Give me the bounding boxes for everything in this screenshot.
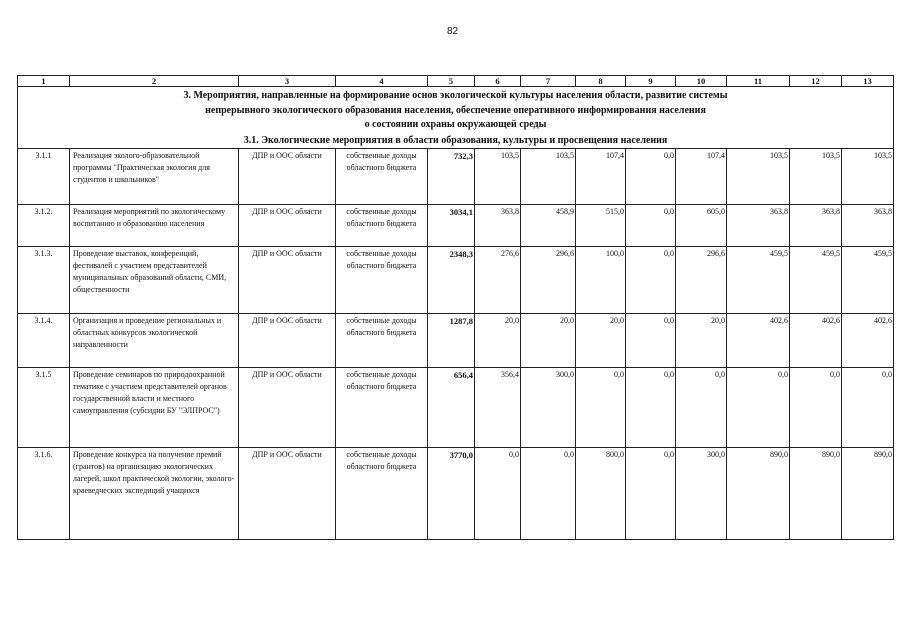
year-amount: 103,5 (842, 148, 894, 204)
column-number: 8 (576, 76, 626, 87)
table-row (18, 367, 894, 447)
column-number: 10 (676, 76, 727, 87)
funding-source: собственные доходы областного бюджета (336, 148, 428, 204)
total-amount: 3034,1 (428, 204, 475, 246)
year-amount: 363,8 (727, 204, 790, 246)
year-amount: 458,9 (521, 204, 576, 246)
year-amount: 890,0 (790, 447, 842, 539)
total-amount: 2348,3 (428, 246, 475, 313)
year-amount: 0,0 (727, 367, 790, 447)
responsible-executor: ДПР и ООС области (239, 148, 336, 204)
total-amount: 732,3 (428, 148, 475, 204)
subsection-title: 3.1. Экологические мероприятия в области образования, культуры и просвещения населения (243, 134, 668, 146)
year-amount: 0,0 (676, 367, 727, 447)
year-amount: 0,0 (521, 447, 576, 539)
year-amount: 800,0 (576, 447, 626, 539)
year-amount: 0,0 (626, 313, 676, 367)
year-amount: 0,0 (626, 367, 676, 447)
year-amount: 20,0 (676, 313, 727, 367)
table-row (18, 204, 894, 246)
year-amount: 0,0 (475, 447, 521, 539)
year-amount: 0,0 (576, 367, 626, 447)
row-number: 3.1.3. (18, 246, 70, 313)
year-amount: 0,0 (626, 447, 676, 539)
year-amount: 0,0 (790, 367, 842, 447)
row-number: 3.1.2. (18, 204, 70, 246)
year-amount: 605,0 (676, 204, 727, 246)
year-amount: 107,4 (576, 148, 626, 204)
year-amount: 402,6 (790, 313, 842, 367)
section-header (18, 87, 894, 149)
activity-name: Проведение семинаров по природоохранной тематике с участием представителей органов государственной власти и местного самоуправления (субсидии БУ "ЭЛПРОС") (70, 367, 239, 447)
activity-name: Реализация мероприятий по экологическому воспитанию и образованию населения (70, 204, 239, 246)
year-amount: 103,5 (790, 148, 842, 204)
funding-source: собственные доходы областного бюджета (336, 447, 428, 539)
year-amount: 103,5 (475, 148, 521, 204)
activity-name: Организация и проведение региональных и областных конкурсов экологической направленности (70, 313, 239, 367)
total-amount: 1287,8 (428, 313, 475, 367)
column-number: 1 (18, 76, 70, 87)
section-title-line: о состоянии охраны окружающей среды (364, 119, 547, 130)
section-header-row (18, 87, 894, 149)
row-number: 3.1.1 (18, 148, 70, 204)
year-amount: 276,6 (475, 246, 521, 313)
year-amount: 107,4 (676, 148, 727, 204)
year-amount: 459,5 (842, 246, 894, 313)
responsible-executor: ДПР и ООС области (239, 246, 336, 313)
year-amount: 20,0 (475, 313, 521, 367)
year-amount: 363,8 (842, 204, 894, 246)
table-row (18, 447, 894, 539)
year-amount: 356,4 (475, 367, 521, 447)
total-amount: 3770,0 (428, 447, 475, 539)
responsible-executor: ДПР и ООС области (239, 447, 336, 539)
column-number-row (18, 76, 894, 87)
column-number: 7 (521, 76, 576, 87)
year-amount: 0,0 (626, 148, 676, 204)
activity-name: Проведение выставок, конференций, фестивалей с участием представителей муниципальных образований области, СМИ, общественности (70, 246, 239, 313)
row-number: 3.1.4. (18, 313, 70, 367)
year-amount: 296,6 (521, 246, 576, 313)
year-amount: 363,8 (790, 204, 842, 246)
table-row (18, 246, 894, 313)
year-amount: 0,0 (626, 246, 676, 313)
column-number: 4 (336, 76, 428, 87)
section-title-line: 3. Мероприятия, направленные на формирование основ экологической культуры населения области, развитие системы (183, 90, 728, 101)
column-number: 13 (842, 76, 894, 87)
column-number: 3 (239, 76, 336, 87)
year-amount: 0,0 (626, 204, 676, 246)
year-amount: 300,0 (676, 447, 727, 539)
funding-source: собственные доходы областного бюджета (336, 246, 428, 313)
year-amount: 363,8 (475, 204, 521, 246)
year-amount: 103,5 (521, 148, 576, 204)
year-amount: 20,0 (576, 313, 626, 367)
responsible-executor: ДПР и ООС области (239, 367, 336, 447)
year-amount: 402,6 (727, 313, 790, 367)
year-amount: 20,0 (521, 313, 576, 367)
responsible-executor: ДПР и ООС области (239, 204, 336, 246)
column-number: 5 (428, 76, 475, 87)
year-amount: 100,0 (576, 246, 626, 313)
row-number: 3.1.5 (18, 367, 70, 447)
page-number: 82 (446, 26, 459, 37)
responsible-executor: ДПР и ООС области (239, 313, 336, 367)
year-amount: 103,5 (727, 148, 790, 204)
table-row (18, 148, 894, 204)
funding-source: собственные доходы областного бюджета (336, 313, 428, 367)
budget-table (17, 75, 894, 540)
column-number: 11 (727, 76, 790, 87)
column-number: 9 (626, 76, 676, 87)
funding-source: собственные доходы областного бюджета (336, 204, 428, 246)
year-amount: 0,0 (842, 367, 894, 447)
year-amount: 515,0 (576, 204, 626, 246)
total-amount: 656,4 (428, 367, 475, 447)
year-amount: 890,0 (727, 447, 790, 539)
column-number: 12 (790, 76, 842, 87)
activity-name: Реализация эколого-образовательной программы "Практическая экология для студентов и школьников" (70, 148, 239, 204)
column-number: 6 (475, 76, 521, 87)
table-row (18, 313, 894, 367)
year-amount: 459,5 (790, 246, 842, 313)
section-title-line: непрерывного экологического образования населения, обеспечение оперативного информирования населения (205, 104, 706, 116)
year-amount: 300,0 (521, 367, 576, 447)
column-number: 2 (70, 76, 239, 87)
year-amount: 890,0 (842, 447, 894, 539)
year-amount: 402,6 (842, 313, 894, 367)
activity-name: Проведение конкурса на получение премий (грантов) на организацию экологических лагерей, школ практической экологии, эколого-краеведческих экспедиций учащихся (70, 447, 239, 539)
year-amount: 459,5 (727, 246, 790, 313)
row-number: 3.1.6. (18, 447, 70, 539)
funding-source: собственные доходы областного бюджета (336, 367, 428, 447)
year-amount: 296,6 (676, 246, 727, 313)
